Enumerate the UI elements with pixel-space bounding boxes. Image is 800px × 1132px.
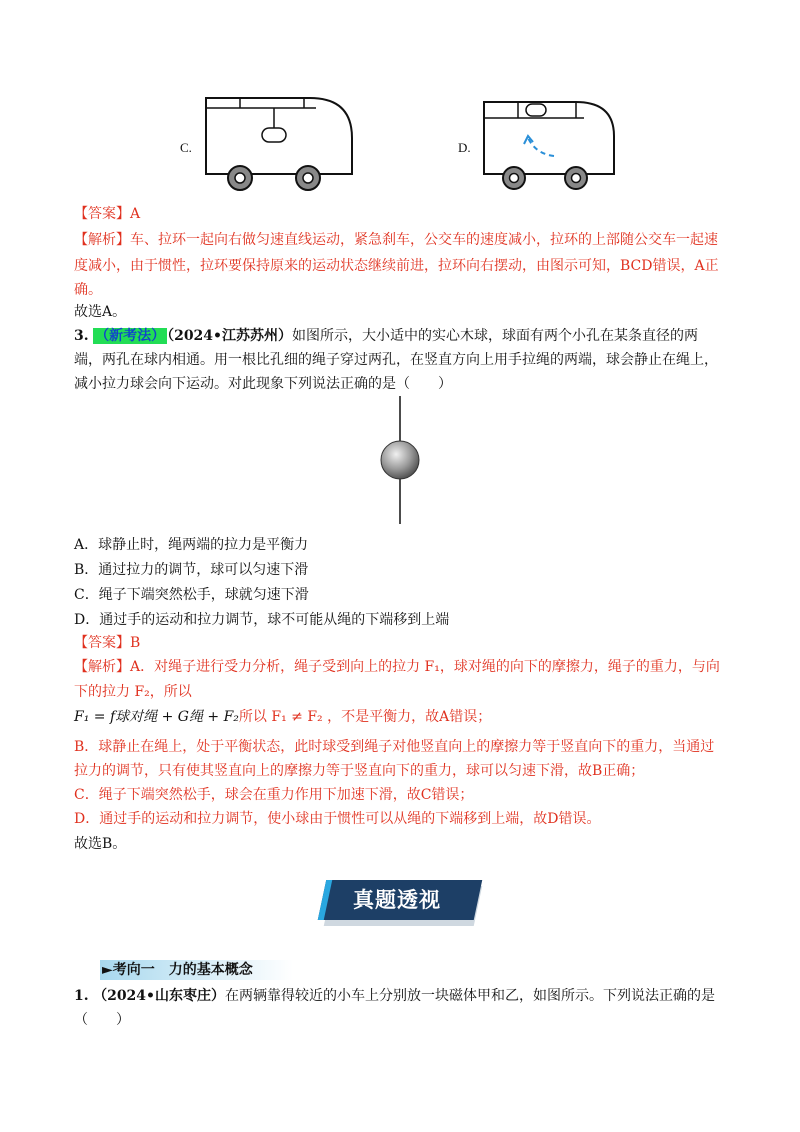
bus-figure-c [200, 92, 360, 196]
q3-conclusion: 故选B。 [74, 836, 127, 852]
q3-stem-line-2: 端，两孔在球内相通。用一根比孔细的绳子穿过两孔，在竖直方向上用手拉绳的两端，球会静止在绳上， [74, 352, 718, 368]
q3-stem-line-1 [74, 326, 698, 346]
q2-analysis-line-1: 【解析】车、拉环一起向右做匀速直线运动，紧急刹车，公交车的速度减小，拉环的上部随公交车一起速 [74, 232, 718, 248]
q2-answer: 【答案】A [74, 206, 141, 222]
option-d-label: D. [458, 140, 471, 155]
q3-answer: 【答案】B [74, 635, 141, 651]
q3-formula-suffix: 所以 F₁ ≠ F₂ ，不是平衡力，故A错误； [238, 709, 492, 725]
q3-analysis-d: D．通过手的运动和拉力调节，使小球由于惯性可以从绳的下端移到上端，故D错误。 [74, 811, 601, 827]
q3-stem-text-1: 如图所示，大小适中的实心木球，球面有两个小孔在某条直径的两 [292, 328, 698, 344]
q2-conclusion: 故选A。 [74, 304, 127, 320]
q3-analysis-c: C．绳子下端突然松手，球会在重力作用下加速下滑，故C错误； [74, 787, 474, 803]
option-c-label: C. [180, 140, 192, 155]
banner-title: 真题透视 [353, 888, 441, 912]
q3-analysis-b-line-1: B．球静止在绳上，处于平衡状态，此时球受到绳子对他竖直向上的摩擦力等于竖直向下的重力，当通过 [74, 739, 715, 755]
q3-formula: F₁ = f球对绳 + G绳 + F₂ [74, 709, 239, 725]
q3-option-b: B．通过拉力的调节，球可以匀速下滑 [74, 562, 309, 578]
q1-number: 1. [74, 988, 89, 1004]
q3-analysis-a-line-1: 【解析】A．对绳子进行受力分析，绳子受到向上的拉力 F₁，球对绳的向下的摩擦力，绳子的重力，与向 [74, 659, 720, 675]
q3-analysis-b-line-2: 拉力的调节，只有使其竖直向上的摩擦力等于竖直向下的重力，球可以匀速下滑，故B正确； [74, 763, 645, 779]
section-banner [322, 880, 478, 926]
section-label: ►考向一 力的基本概念 [100, 960, 293, 980]
q3-source: （2024•江苏苏州） [167, 328, 292, 344]
q3-analysis-a-line-2: 下的拉力 F₂，所以 [74, 684, 192, 700]
q3-formula-line [74, 707, 491, 727]
q3-stem-line-3: 减小拉力球会向下运动。对此现象下列说法正确的是（ ） [74, 376, 452, 392]
bus-figure-d [480, 96, 620, 196]
q1-stem-text-1: 在两辆靠得较近的小车上分别放一块磁体甲和乙，如图所示。下列说法正确的是 [225, 988, 715, 1004]
q2-analysis-line-3: 确。 [74, 282, 102, 298]
q1-stem-line-2: （ ） [74, 1012, 130, 1028]
q3-option-d: D．通过手的运动和拉力调节，球不可能从绳的下端移到上端 [74, 612, 450, 628]
ball-rope-figure [370, 396, 430, 526]
q1-stem-line-1 [74, 986, 715, 1006]
q3-new-tag: （新考法） [95, 328, 166, 344]
q1-source: （2024•山东枣庄） [93, 988, 225, 1004]
q3-option-c: C．绳子下端突然松手，球就匀速下滑 [74, 587, 309, 603]
q3-option-a: A．球静止时，绳两端的拉力是平衡力 [74, 537, 309, 553]
q2-analysis-line-2: 度减小，由于惯性，拉环要保持原来的运动状态继续前进，拉环向右摆动，由图示可知，BCD错误，A正 [74, 258, 719, 274]
q3-number: 3. [74, 328, 89, 344]
